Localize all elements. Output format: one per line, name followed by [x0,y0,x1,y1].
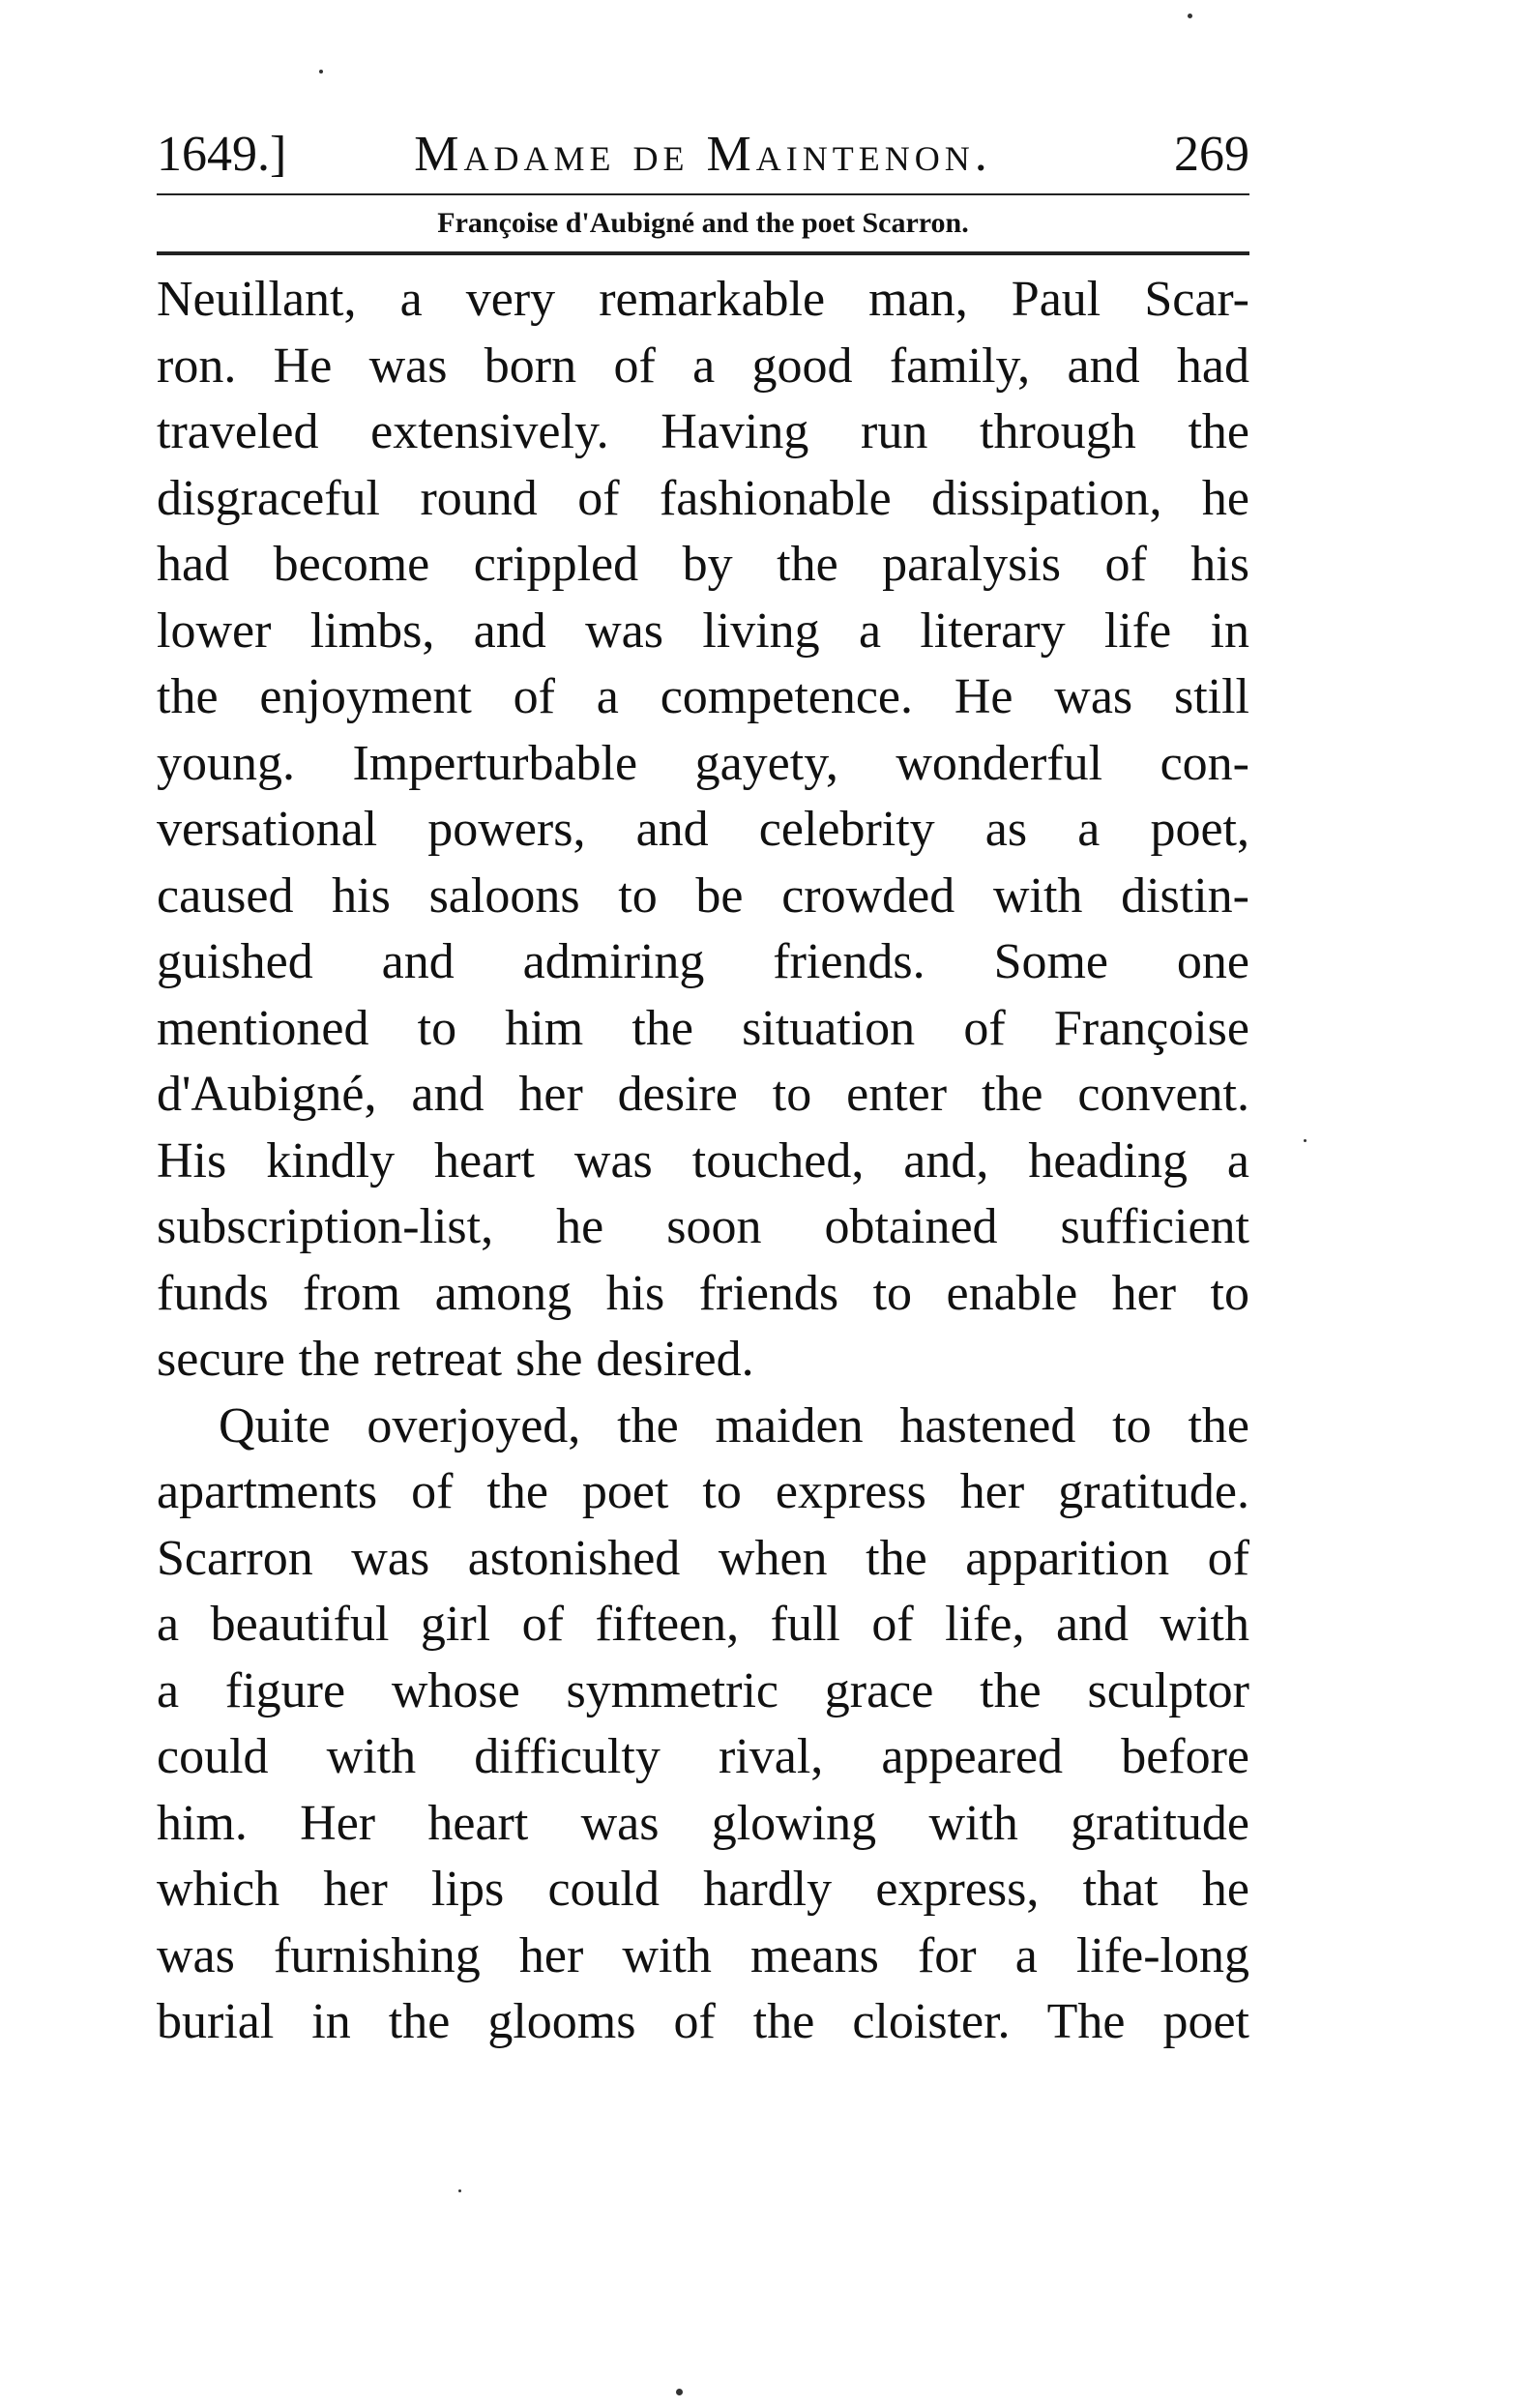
text-line: the enjoyment of a competence. He was still [157,669,1249,724]
text-line: versational powers, and celebrity as a poet, [157,802,1249,857]
paragraph-1 [157,267,1249,1394]
text-line: disgraceful round of fashionable dissipation, he [157,470,1249,526]
page-number: 269 [1174,127,1249,182]
text-line: which her lips could hardly express, that he [157,1862,1249,1917]
text-line: apartments of the poet to express her gratitude. [157,1464,1249,1519]
paragraph-2 [157,1394,1249,2056]
scan-speck [319,70,323,73]
scan-speck [676,2389,683,2395]
header-title: Madame de Maintenon. [414,127,992,182]
text-line: caused his saloons to be crowded with distin- [157,867,1249,924]
body-text [157,267,1249,2056]
header-year: 1649.] [157,127,287,182]
text-line: His kindly heart was touched, and, heading a [157,1132,1249,1189]
text-line: mentioned to him the situation of Françoise [157,1000,1249,1056]
scan-speck [1188,14,1192,18]
text-line: him. Her heart was glowing with gratitude [157,1795,1249,1851]
text-line: young. Imperturbable gayety, wonderful con- [157,735,1249,791]
running-head [157,116,1249,193]
text-line: traveled extensively. Having run through the [157,404,1249,459]
scan-speck [458,2189,461,2192]
text-line: d'Aubigné, and her desire to enter the convent. [157,1067,1249,1122]
section-subtitle: Françoise d'Aubigné and the poet Scarron. [437,207,969,239]
text-line: had become crippled by the paralysis of his [157,537,1249,592]
text-line: subscription-list, he soon obtained sufficient [157,1199,1249,1254]
text-line: Neuillant, a very remarkable man, Paul Scar- [157,272,1249,327]
text-line: Scarron was astonished when the apparition of [157,1530,1249,1586]
scan-speck [1304,1139,1307,1142]
text-line: ron. He was born of a good family, and had [157,338,1249,394]
text-line: was furnishing her with means for a life-long [157,1927,1249,1983]
text-line: lower limbs, and was living a literary life in [157,602,1249,659]
text-line: burial in the glooms of the cloister. The poet [157,1994,1249,2049]
text-line: could with difficulty rival, appeared before [157,1729,1249,1784]
header-rule-bottom [157,251,1249,255]
text-line: a beautiful girl of fifteen, full of life, and with [157,1597,1249,1652]
text-line: funds from among his friends to enable her to [157,1265,1249,1321]
text-line: a figure whose symmetric grace the sculptor [157,1662,1249,1718]
text-line: Quite overjoyed, the maiden hastened to the [219,1397,1249,1454]
book-page [157,116,1249,2056]
text-line: guished and admiring friends. Some one [157,934,1249,989]
text-line: secure the retreat she desired. [157,1332,754,1387]
